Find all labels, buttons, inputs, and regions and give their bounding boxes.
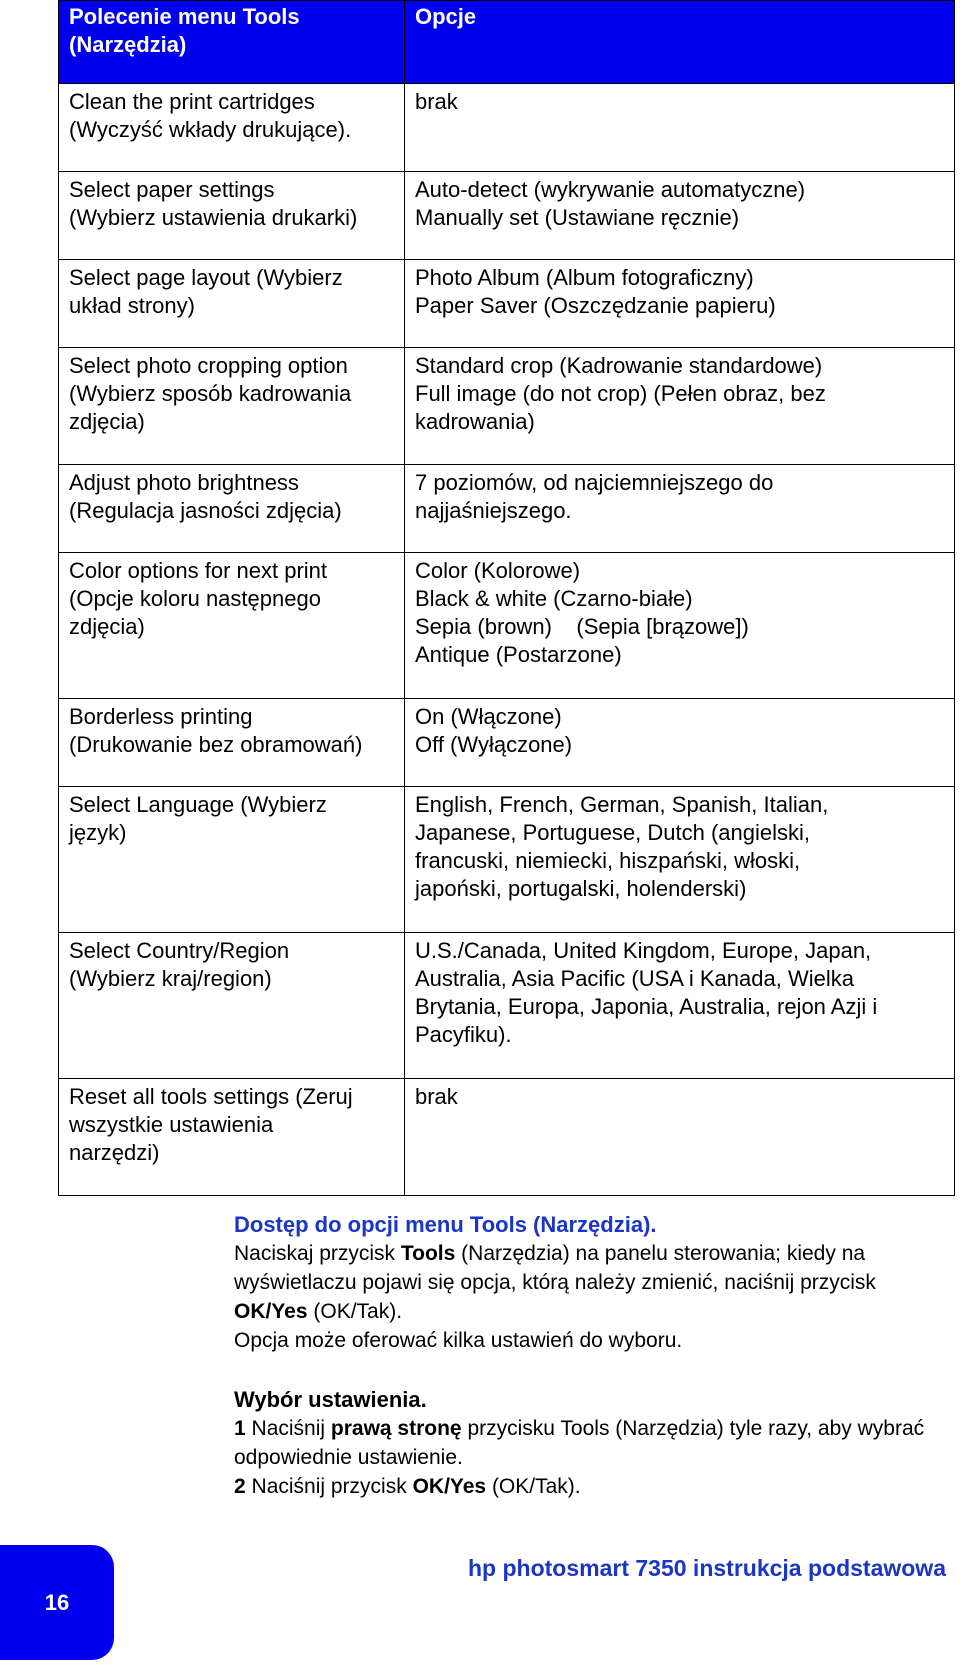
options-cell <box>405 172 955 260</box>
command-cell <box>59 1079 405 1196</box>
options-cell <box>405 787 955 933</box>
command-cell <box>59 465 405 553</box>
select-step-2 <box>234 1472 954 1501</box>
command-line: (Opcje koloru następnego <box>69 586 321 611</box>
command-line: Select page layout (Wybierz <box>69 265 343 290</box>
table-row <box>59 933 955 1079</box>
option-line: Standard crop (Kadrowanie standardowe) <box>415 353 823 378</box>
select-step-1 <box>234 1414 954 1472</box>
option-line: Black & white (Czarno-białe) <box>415 586 693 611</box>
option-line: Antique (Postarzone) <box>415 642 622 667</box>
command-line: (Wybierz kraj/region) <box>69 966 272 991</box>
command-line: (Drukowanie bez obramowań) <box>69 732 363 757</box>
step-emphasis: OK/Yes <box>412 1475 487 1498</box>
table-row <box>59 172 955 260</box>
option-line: Brytania, Europa, Japonia, Australia, rejon Azji i <box>415 994 878 1019</box>
command-cell <box>59 260 405 348</box>
command-line: Borderless printing <box>69 704 253 729</box>
tools-button-name: Tools <box>400 1242 456 1265</box>
tools-menu-table <box>58 0 955 1196</box>
options-cell <box>405 465 955 553</box>
option-line: English, French, German, Spanish, Italian, <box>415 792 829 817</box>
command-cell <box>59 553 405 699</box>
command-cell <box>59 348 405 465</box>
option-line: brak <box>415 89 458 114</box>
step-number: 2 <box>234 1475 246 1498</box>
option-line: On (Włączone) <box>415 704 562 729</box>
command-line: Clean the print cartridges <box>69 89 315 114</box>
header-command: Polecenie menu Tools (Narzędzia) <box>59 1 405 84</box>
option-line: 7 poziomów, od najciemniejszego do <box>415 470 774 495</box>
option-line: Full image (do not crop) (Pełen obraz, bez <box>415 381 826 406</box>
options-cell <box>405 260 955 348</box>
option-line: Photo Album (Album fotograficzny) <box>415 265 754 290</box>
option-line: U.S./Canada, United Kingdom, Europe, Japan, <box>415 938 872 963</box>
option-line: Off (Wyłączone) <box>415 732 573 757</box>
option-line: Auto-detect (wykrywanie automatyczne) <box>415 177 806 202</box>
ok-button-name: OK/Yes <box>234 1300 308 1323</box>
options-cell <box>405 348 955 465</box>
access-text: Naciskaj przycisk <box>234 1242 401 1265</box>
instructions-section <box>234 1210 954 1501</box>
option-line: kadrowania) <box>415 409 535 434</box>
command-cell <box>59 787 405 933</box>
command-line: Reset all tools settings (Zeruj <box>69 1084 353 1109</box>
command-line: (Wybierz sposób kadrowania <box>69 381 352 406</box>
option-line: francuski, niemiecki, hiszpański, włoski, <box>415 848 801 873</box>
command-line: Select Country/Region <box>69 938 290 963</box>
options-cell <box>405 1079 955 1196</box>
command-line: język) <box>69 820 127 845</box>
option-line: Pacyfiku). <box>415 1022 512 1047</box>
option-line: Color (Kolorowe) <box>415 558 581 583</box>
table-row <box>59 84 955 172</box>
table-row <box>59 465 955 553</box>
command-cell <box>59 699 405 787</box>
table-row <box>59 699 955 787</box>
step-text: Naciśnij <box>245 1417 331 1440</box>
access-note: Opcja może oferować kilka ustawień do wyboru. <box>234 1329 683 1352</box>
command-line: narzędzi) <box>69 1140 160 1165</box>
option-line: Japanese, Portuguese, Dutch (angielski, <box>415 820 811 845</box>
options-cell <box>405 933 955 1079</box>
command-line: Select Language (Wybierz <box>69 792 327 817</box>
options-cell <box>405 699 955 787</box>
table-row <box>59 1079 955 1196</box>
step-emphasis: prawą stronę <box>330 1417 462 1440</box>
command-line: Select paper settings <box>69 177 275 202</box>
option-line: japoński, portugalski, holenderski) <box>415 876 747 901</box>
access-text: (Narzędzia) na panelu sterowania; kiedy na wyświetlaczu pojawi się opcja, którą należy zmienić, naciśnij przycisk <box>234 1242 876 1294</box>
command-cell <box>59 172 405 260</box>
table-header-row <box>59 1 955 84</box>
step-text: (OK/Tak). <box>486 1475 581 1498</box>
option-line: Sepia (brown) (Sepia [brązowe]) <box>415 614 749 639</box>
options-cell <box>405 84 955 172</box>
step-text: przycisku Tools (Narzędzia) tyle razy, aby wybrać odpowiednie ustawienie. <box>234 1417 925 1469</box>
table-row <box>59 260 955 348</box>
command-cell <box>59 933 405 1079</box>
header-options: Opcje <box>405 1 955 84</box>
table-row <box>59 787 955 933</box>
option-line: Australia, Asia Pacific (USA i Kanada, Wielka <box>415 966 854 991</box>
command-line: (Wyczyść wkłady drukujące). <box>69 117 352 142</box>
command-line: Color options for next print <box>69 558 328 583</box>
page-number-badge <box>0 1545 114 1660</box>
command-line: (Regulacja jasności zdjęcia) <box>69 498 342 523</box>
footer-title: hp photosmart 7350 instrukcja podstawowa <box>468 1555 946 1581</box>
select-heading: Wybór ustawienia. <box>234 1387 427 1412</box>
step-text: Naciśnij przycisk <box>245 1475 413 1498</box>
option-line: Paper Saver (Oszczędzanie papieru) <box>415 293 776 318</box>
access-text: (OK/Tak). <box>307 1300 403 1323</box>
option-line: najjaśniejszego. <box>415 498 572 523</box>
option-line: brak <box>415 1084 458 1109</box>
page-number: 16 <box>44 1589 70 1615</box>
table-row <box>59 553 955 699</box>
command-line: Select photo cropping option <box>69 353 348 378</box>
command-line: zdjęcia) <box>69 409 145 434</box>
options-cell <box>405 553 955 699</box>
command-line: zdjęcia) <box>69 614 145 639</box>
step-number: 1 <box>234 1417 246 1440</box>
command-line: układ strony) <box>69 293 195 318</box>
command-line: wszystkie ustawienia <box>69 1112 274 1137</box>
table-row <box>59 348 955 465</box>
access-heading: Dostęp do opcji menu Tools (Narzędzia). <box>234 1212 657 1237</box>
command-cell <box>59 84 405 172</box>
command-line: (Wybierz ustawienia drukarki) <box>69 205 358 230</box>
command-line: Adjust photo brightness <box>69 470 299 495</box>
access-paragraph <box>234 1239 954 1326</box>
option-line: Manually set (Ustawiane ręcznie) <box>415 205 740 230</box>
